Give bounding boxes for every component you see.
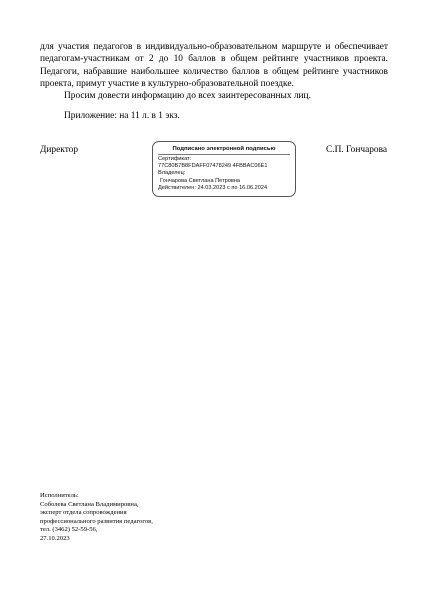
stamp-owner-value: Гончарова Светлана Петровна <box>160 177 241 184</box>
executor-name: Соболева Светлана Владимировна, <box>40 500 139 508</box>
letter-body <box>40 41 388 102</box>
executor-phone: тел. (3462) 52-59-56, <box>40 526 98 534</box>
executor-block <box>40 492 153 544</box>
executor-position-line-1: эксперт отдела сопровождения <box>40 509 127 517</box>
body-line-3: Педагоги, набравшие наибольшее количество баллов в общем рейтинге участников <box>40 66 388 77</box>
executor-label: Исполнитель: <box>40 492 79 499</box>
stamp-title: Подписано электронной подписью <box>172 146 276 152</box>
stamp-divider <box>158 154 290 155</box>
stamp-certificate-value: 77C80B7B8FDAFF07478249 4FBBAC06E1 <box>158 163 268 170</box>
electronic-signature-stamp <box>152 141 296 197</box>
stamp-details <box>158 156 294 192</box>
appendix-note: Приложение: на 11 л. в 1 экз. <box>64 111 180 121</box>
signatory-position: Директор <box>40 145 79 155</box>
body-paragraph-1 <box>40 41 388 90</box>
executor-date: 27.10.2023 <box>40 534 70 542</box>
body-line-4: проекта, примут участие в культурно-образовательной поездке. <box>40 78 294 89</box>
executor-position-line-2: профессионального развития педагогов, <box>40 517 153 525</box>
stamp-owner-label: Владелец: <box>158 170 186 177</box>
body-paragraph-2: Просим довести информацию до всех заинтересованных лиц. <box>64 91 311 102</box>
stamp-certificate-label: Сертификат: <box>158 156 192 162</box>
signatory-name: С.П. Гончарова <box>326 145 388 155</box>
body-line-2: педагогам-участникам от 2 до 10 баллов в общем рейтинге участников проекта. <box>40 54 388 65</box>
stamp-validity: Действителен: 24.03.2023 с по 16.06.2024 <box>158 184 268 191</box>
body-line-1: для участия педагогов в индивидуально-образовательном маршруте и обеспечивает <box>40 42 388 52</box>
